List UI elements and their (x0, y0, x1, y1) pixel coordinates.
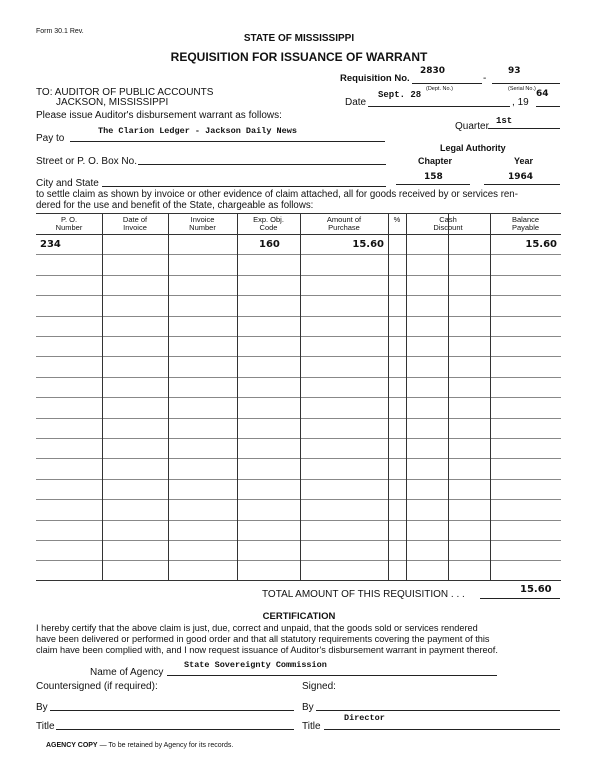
legal-authority-label: Legal Authority (440, 143, 506, 153)
total-label: TOTAL AMOUNT OF THIS REQUISITION . . . (262, 589, 465, 600)
table-column-header: Exp. Obj. Code (253, 215, 284, 232)
dash: - (483, 73, 487, 84)
dept-no-caption: (Dept. No.) (426, 86, 453, 92)
city-line (102, 186, 386, 187)
table-column-line (237, 213, 238, 580)
date-year-line (536, 106, 560, 107)
street-line (138, 164, 386, 165)
table-cell-amount: 15.60 (352, 239, 384, 250)
pay-to-label: Pay to (36, 133, 65, 144)
table-column-header: Balance Payable (511, 215, 540, 232)
serial-no-line (492, 83, 560, 84)
table-row-line (36, 316, 561, 317)
total-line (480, 598, 560, 599)
signed-label: Signed: (302, 681, 336, 692)
to-line-1: TO: AUDITOR OF PUBLIC ACCOUNTS (36, 87, 214, 98)
certification-line-2: have been delivered or performed in good order and that all statutory requirements covering the payment of this (36, 634, 490, 644)
table-row-line (36, 336, 561, 337)
table-cell-code: 160 (259, 239, 280, 250)
table-row-line (36, 560, 561, 561)
table-column-line (168, 213, 169, 580)
table-column-line (448, 213, 449, 580)
title-label-left: Title (36, 721, 55, 732)
table-row-line (36, 295, 561, 296)
table-row-line (36, 479, 561, 480)
table-bottom-border (36, 580, 561, 581)
table-row-line (36, 438, 561, 439)
certification-line-1: I hereby certify that the above claim is just, due, correct and unpaid, that the goods sold or services rendered (36, 623, 478, 633)
table-row-line (36, 377, 561, 378)
by-line-left (50, 710, 294, 711)
table-column-line (300, 213, 301, 580)
date-label: Date (345, 97, 367, 108)
table-column-header: Invoice Number (189, 215, 216, 232)
date-year-value: 64 (536, 89, 549, 99)
table-header-border (36, 234, 561, 235)
date-year-prefix: , 19 (512, 97, 529, 108)
serial-no-value: 93 (508, 66, 521, 76)
table-row-line (36, 275, 561, 276)
footer-text: — To be retained by Agency for its records. (99, 742, 234, 749)
table-top-border (36, 213, 561, 214)
pay-to-line (70, 141, 385, 142)
total-value: 15.60 (520, 584, 552, 595)
date-line (368, 106, 510, 107)
table-column-line (388, 213, 389, 580)
pay-to-value: The Clarion Ledger - Jackson Daily News (98, 126, 297, 136)
street-label: Street or P. O. Box No. (36, 156, 137, 167)
settle-text-2: dered for the use and benefit of the State, chargeable as follows: (36, 200, 314, 211)
footer-bold: AGENCY COPY (46, 742, 98, 749)
to-line-2: JACKSON, MISSISSIPPI (56, 97, 169, 108)
certification-title: CERTIFICATION (262, 611, 336, 622)
year-label: Year (514, 156, 534, 166)
table-row-line (36, 418, 561, 419)
settle-text-1: to settle claim as shown by invoice or other evidence of claim attached, all for goods received by or services ren- (36, 189, 518, 200)
by-label-left: By (36, 702, 48, 713)
chapter-label: Chapter (418, 156, 453, 166)
city-label: City and State (36, 178, 99, 189)
table-column-line (490, 213, 491, 580)
table-cell-po: 234 (40, 239, 61, 250)
table-column-header: Amount of Purchase (326, 215, 362, 232)
agency-value: State Sovereignty Commission (184, 660, 327, 670)
title-line-left (56, 729, 294, 730)
table-column-header: Cash Discount (433, 215, 463, 232)
table-column-header: P. O. Number (55, 215, 83, 232)
requisition-label: Requisition No. (340, 73, 410, 84)
table-row-line (36, 356, 561, 357)
quarter-value: 1st (496, 116, 513, 126)
state-heading: STATE OF MISSISSIPPI (243, 33, 355, 44)
quarter-line (488, 128, 560, 129)
signer-title-value: Director (344, 713, 385, 723)
agency-line (167, 675, 497, 676)
chapter-line (396, 184, 470, 185)
dept-no-line (412, 83, 482, 84)
table-row-line (36, 499, 561, 500)
table-column-line (102, 213, 103, 580)
agency-label: Name of Agency (90, 667, 164, 678)
table-row-line (36, 254, 561, 255)
date-value: Sept. 28 (378, 90, 422, 100)
chapter-value: 158 (424, 172, 443, 182)
table-row-line (36, 458, 561, 459)
by-label-right: By (302, 702, 314, 713)
table-row-line (36, 520, 561, 521)
table-cell-balance: 15.60 (525, 239, 557, 250)
serial-no-caption: (Serial No.) (508, 86, 536, 92)
title-line-right (324, 729, 560, 730)
year-value: 1964 (508, 172, 534, 182)
page-title: REQUISITION FOR ISSUANCE OF WARRANT (170, 50, 428, 64)
year-line (484, 184, 560, 185)
by-line-right (316, 710, 560, 711)
table-row-line (36, 540, 561, 541)
table-column-line (406, 213, 407, 580)
title-label-right: Title (302, 721, 321, 732)
table-column-header: % (393, 215, 401, 224)
table-row-line (36, 397, 561, 398)
quarter-label: Quarter (455, 121, 489, 132)
footer-note (46, 742, 233, 749)
countersigned-label: Countersigned (if required): (36, 681, 158, 692)
form-number: Form 30.1 Rev. (36, 28, 84, 35)
instruction-text: Please issue Auditor's disbursement warrant as follows: (36, 110, 282, 121)
certification-line-3: claim have been complied with, and I now request issuance of Auditor's disbursement warrant in payment thereof. (36, 645, 498, 655)
dept-no-value: 2830 (420, 66, 446, 76)
table-column-header: Date of Invoice (122, 215, 148, 232)
